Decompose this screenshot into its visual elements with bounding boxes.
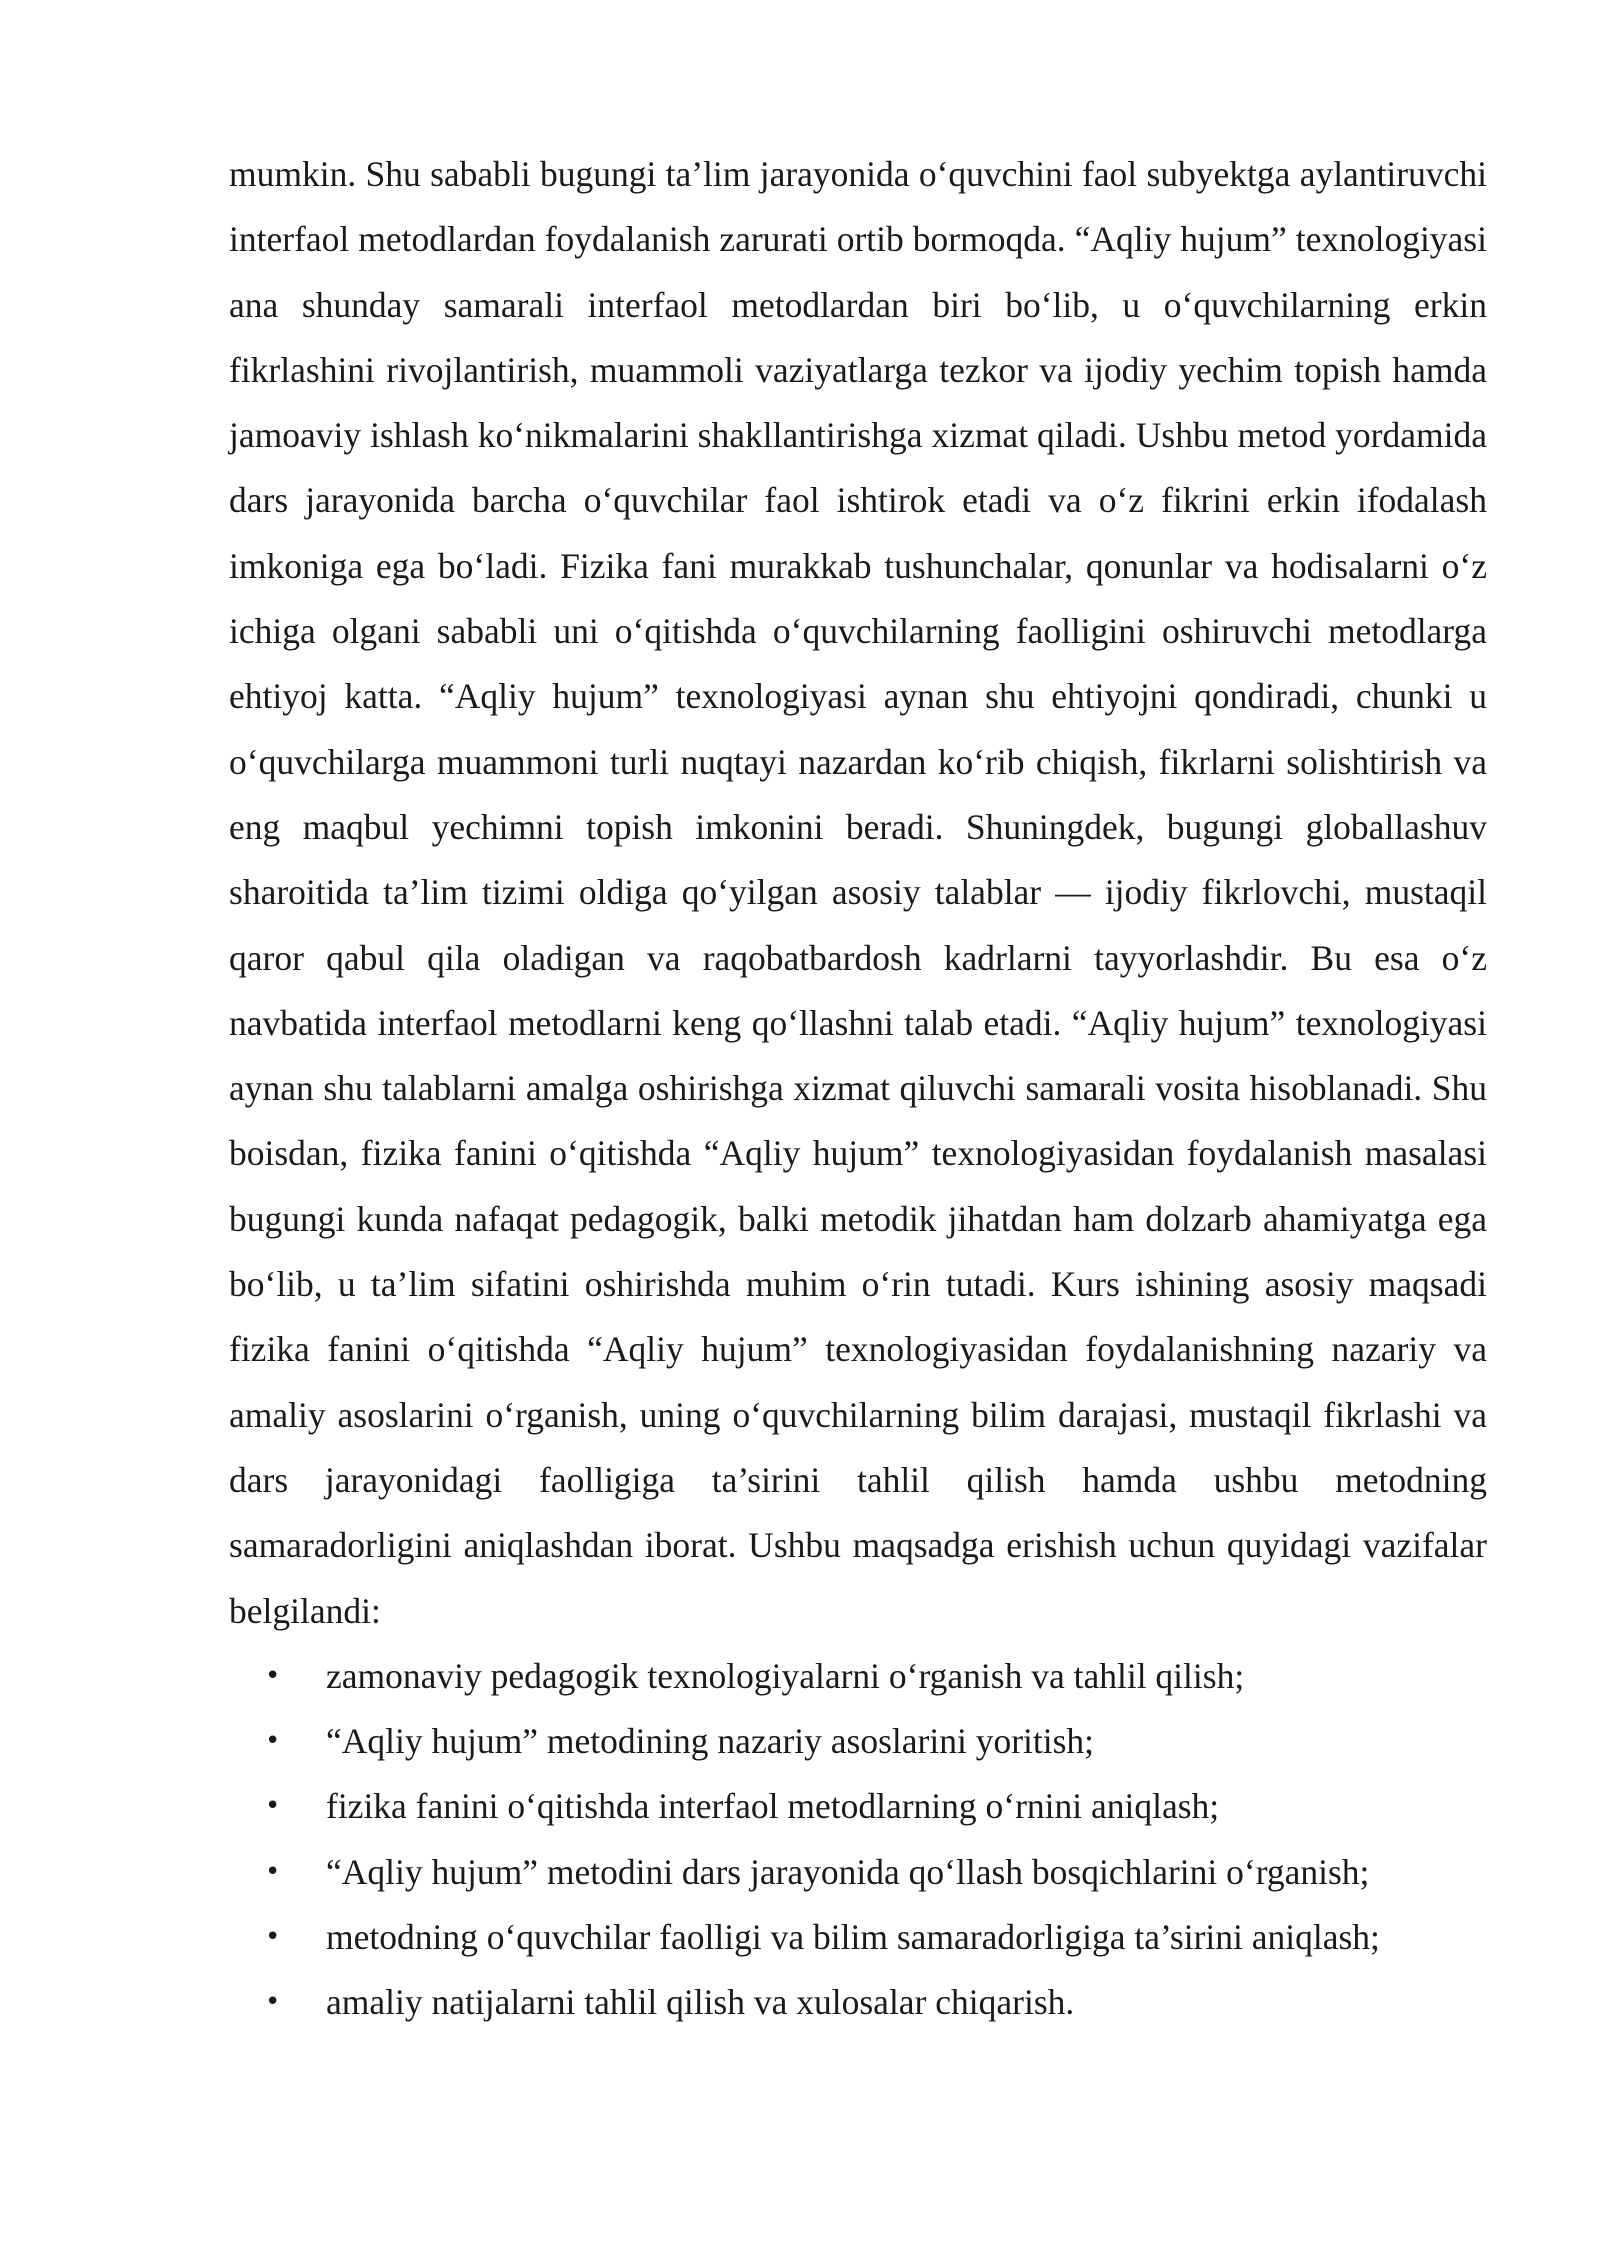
- body-paragraph: mumkin. Shu sababli bugungi ta’lim jarayonida o‘quvchini faol subyektga aylantiruvchi interfaol metodlardan foydalanish zarurati ortib bormoqda. “Aqliy hujum” texnologiyasi ana shunday samarali interfaol metodlardan biri bo‘lib, u o‘quvchilarning erkin fikrlashini rivojlantirish, muammoli vaziyatlarga tezkor va ijodiy yechim topish hamda jamoaviy ishlash ko‘nikmalarini shakllantirishga xizmat qiladi. Ushbu metod yordamida dars jarayonida barcha o‘quvchilar faol ishtirok etadi va o‘z fikrini erkin ifodalash imkoniga ega bo‘ladi. Fizika fani murakkab tushunchalar, qonunlar va hodisalarni o‘z ichiga olgani sababli uni o‘qitishda o‘quvchilarning faolligini oshiruvchi metodlarga ehtiyoj katta. “Aqliy hujum” texnologiyasi aynan shu ehtiyojni qondiradi, chunki u o‘quvchilarga muammoni turli nuqtayi nazardan ko‘rib chiqish, fikrlarni solishtirish va eng maqbul yechimni topish imkonini beradi. Shuningdek, bugungi globallashuv sharoitida ta’lim tizimi oldiga qo‘yilgan asosiy talablar — ijodiy fikrlovchi, mustaqil qaror qabul qila oladigan va raqobatbardosh kadrlarni tayyorlashdir. Bu esa o‘z navbatida interfaol metodlarni keng qo‘llashni talab etadi. “Aqliy hujum” texnologiyasi aynan shu talablarni amalga oshirishga xizmat qiluvchi samarali vosita hisoblanadi. Shu boisdan, fizika fanini o‘qitishda “Aqliy hujum” texnologiyasidan foydalanish masalasi bugungi kunda nafaqat pedagogik, balki metodik jihatdan ham dolzarb ahamiyatga ega bo‘lib, u ta’lim sifatini oshirishda muhim o‘rin tutadi. Kurs ishining asosiy maqsadi fizika fanini o‘qitishda “Aqliy hujum” texnologiyasidan foydalanishning nazariy va amaliy asoslarini o‘rganish, uning o‘quvchilarning bilim darajasi, mustaqil fikrlashi va dars jarayonidagi faolligiga ta’sirini tahlil qilish hamda ushbu metodning samaradorligini aniqlashdan iborat. Ushbu maqsadga erishish uchun quyidagi vazifalar belgilandi:: [229, 154, 1487, 1631]
- bullet-icon: •: [265, 1856, 281, 1887]
- list-item: [229, 1644, 1487, 1709]
- list-item-text: “Aqliy hujum” metodining nazariy asoslarini yoritish;: [326, 1721, 1095, 1762]
- bullet-icon: •: [265, 1922, 281, 1953]
- page-content: [229, 142, 1487, 2036]
- list-item-text: “Aqliy hujum” metodini dars jarayonida qo‘llash bosqichlarini o‘rganish;: [326, 1851, 1370, 1892]
- list-item-text: fizika fanini o‘qitishda interfaol metodlarning o‘rnini aniqlash;: [326, 1786, 1220, 1827]
- list-item-text: zamonaviy pedagogik texnologiyalarni o‘rganish va tahlil qilish;: [326, 1655, 1245, 1696]
- bullet-icon: •: [265, 1726, 281, 1757]
- bullet-icon: •: [265, 1660, 281, 1691]
- list-item-text: amaliy natijalarni tahlil qilish va xulosalar chiqarish.: [326, 1982, 1075, 2023]
- bullet-icon: •: [265, 1987, 281, 2018]
- bullet-icon: •: [265, 1791, 281, 1822]
- list-item-text: metodning o‘quvchilar faolligi va bilim samaradorligiga ta’sirini aniqlash;: [326, 1917, 1380, 1958]
- list-item: [229, 1970, 1487, 2035]
- list-item: [229, 1774, 1487, 1839]
- list-item: [229, 1840, 1487, 1905]
- task-list: [229, 1644, 1487, 2036]
- list-item: [229, 1709, 1487, 1774]
- list-item: [229, 1905, 1487, 1970]
